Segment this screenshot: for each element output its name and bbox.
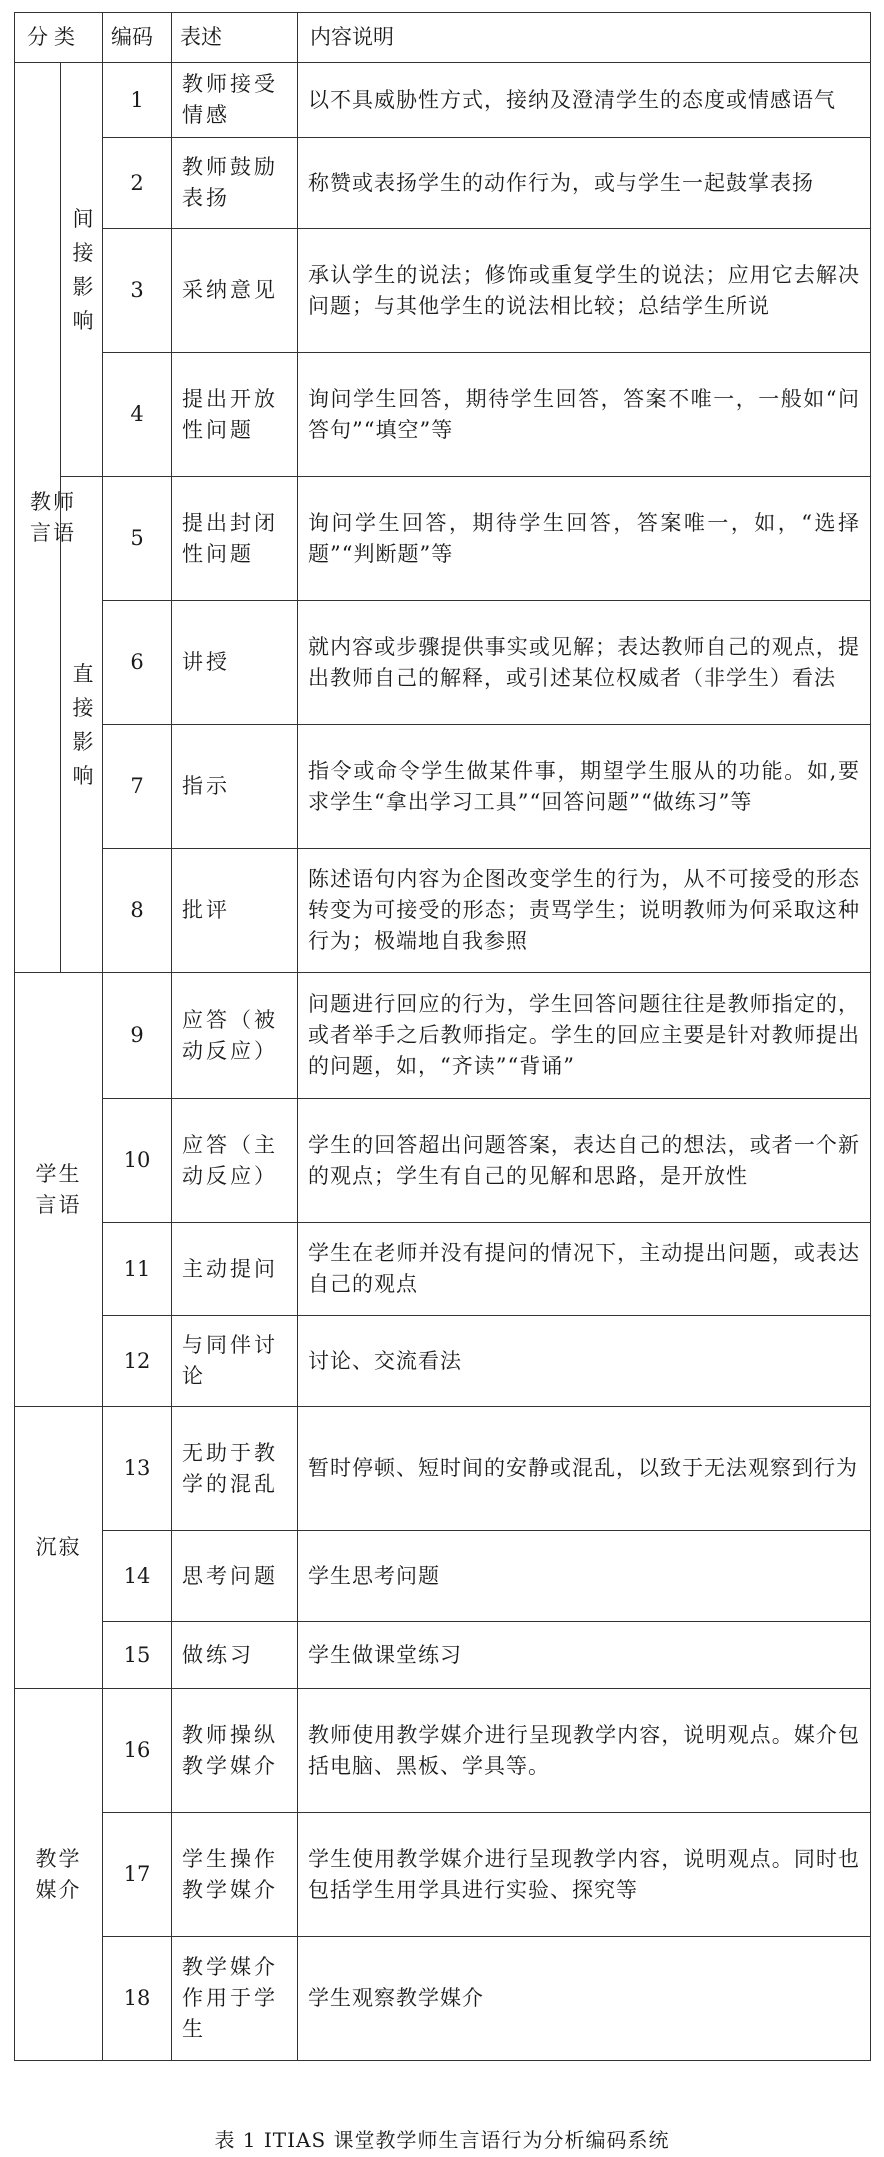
table-row [15,138,871,229]
term-cell: 教师鼓励表扬 [172,138,298,229]
description-cell: 学生使用教学媒介进行呈现教学内容，说明观点。同时也包括学生用学具进行实验、探究等 [298,1813,871,1937]
term-cell: 教学媒介作用于学生 [172,1937,298,2061]
code-cell: 17 [103,1813,172,1937]
table-row [15,353,871,477]
description-cell: 学生思考问题 [298,1531,871,1622]
table-row [15,601,871,725]
group-teacher-speech: 教师言语 [15,63,61,973]
description-cell: 承认学生的说法；修饰或重复学生的说法；应用它去解决问题；与其他学生的说法相比较；总结学生所说 [298,229,871,353]
code-cell: 2 [103,138,172,229]
code-cell: 7 [103,725,172,849]
description-cell: 询问学生回答，期待学生回答，答案唯一，如，“选择题”“判断题”等 [298,477,871,601]
header-code: 编码 [103,13,172,63]
table-row [15,229,871,353]
description-cell: 学生观察教学媒介 [298,1937,871,2061]
term-cell: 思考问题 [172,1531,298,1622]
header-term: 表述 [172,13,298,63]
description-cell: 陈述语句内容为企图改变学生的行为，从不可接受的形态转变为可接受的形态；责骂学生；说明教师为何采取这种行为；极端地自我参照 [298,849,871,973]
description-cell: 指令或命令学生做某件事，期望学生服从的功能。如,要求学生“拿出学习工具”“回答问题”“做练习”等 [298,725,871,849]
description-cell: 以不具威胁性方式，接纳及澄清学生的态度或情感语气 [298,63,871,138]
description-cell: 称赞或表扬学生的动作行为，或与学生一起鼓掌表扬 [298,138,871,229]
description-cell: 学生在老师并没有提问的情况下，主动提出问题，或表达自己的观点 [298,1223,871,1316]
code-cell: 1 [103,63,172,138]
term-cell: 学生操作教学媒介 [172,1813,298,1937]
term-cell: 应答（被动反应） [172,973,298,1099]
table-caption: 表 1 ITIAS 课堂教学师生言语行为分析编码系统 [214,2128,670,2152]
table-row [15,1407,871,1531]
description-cell: 学生的回答超出问题答案，表达自己的想法，或者一个新的观点；学生有自己的见解和思路，是开放性 [298,1099,871,1223]
term-cell: 指示 [172,725,298,849]
term-cell: 主动提问 [172,1223,298,1316]
itias-coding-table [14,12,871,2061]
table-row [15,849,871,973]
term-cell: 无助于教学的混乱 [172,1407,298,1531]
term-cell: 与同伴讨论 [172,1316,298,1407]
term-cell: 教师接受情感 [172,63,298,138]
table-row [15,725,871,849]
term-cell: 做练习 [172,1622,298,1689]
code-cell: 8 [103,849,172,973]
code-cell: 18 [103,1937,172,2061]
term-cell: 批评 [172,849,298,973]
table-row [15,1689,871,1813]
header-description: 内容说明 [298,13,871,63]
term-cell: 采纳意见 [172,229,298,353]
code-cell: 13 [103,1407,172,1531]
table-row [15,1223,871,1316]
group-teaching-media: 教学媒介 [15,1689,103,2061]
group-indirect-influence: 间接影响 [61,63,103,477]
code-cell: 6 [103,601,172,725]
table-row [15,1316,871,1407]
header-category: 分类 [15,13,103,63]
code-cell: 12 [103,1316,172,1407]
table-row [15,1937,871,2061]
description-cell: 询问学生回答，期待学生回答，答案不唯一，一般如“问答句”“填空”等 [298,353,871,477]
table-row [15,973,871,1099]
code-cell: 16 [103,1689,172,1813]
description-cell: 讨论、交流看法 [298,1316,871,1407]
table-row [15,63,871,138]
description-cell: 学生做课堂练习 [298,1622,871,1689]
code-cell: 9 [103,973,172,1099]
table-row [15,1622,871,1689]
code-cell: 10 [103,1099,172,1223]
term-cell: 提出开放性问题 [172,353,298,477]
term-cell: 教师操纵教学媒介 [172,1689,298,1813]
description-cell: 就内容或步骤提供事实或见解；表达教师自己的观点，提出教师自己的解释，或引述某位权威者（非学生）看法 [298,601,871,725]
group-silence: 沉寂 [15,1407,103,1689]
group-direct-influence: 直接影响 [61,477,103,973]
term-cell: 应答（主动反应） [172,1099,298,1223]
table-row [15,1099,871,1223]
term-cell: 讲授 [172,601,298,725]
code-cell: 4 [103,353,172,477]
code-cell: 11 [103,1223,172,1316]
code-cell: 3 [103,229,172,353]
description-cell: 问题进行回应的行为，学生回答问题往往是教师指定的，或者举手之后教师指定。学生的回应主要是针对教师提出的问题，如，“齐读”“背诵” [298,973,871,1099]
group-student-speech: 学生言语 [15,973,103,1407]
code-cell: 5 [103,477,172,601]
code-cell: 14 [103,1531,172,1622]
term-cell: 提出封闭性问题 [172,477,298,601]
code-cell: 15 [103,1622,172,1689]
table-row [15,477,871,601]
description-cell: 暂时停顿、短时间的安静或混乱，以致于无法观察到行为 [298,1407,871,1531]
table-row [15,1531,871,1622]
header-row [15,13,871,63]
table-row [15,1813,871,1937]
description-cell: 教师使用教学媒介进行呈现教学内容，说明观点。媒介包括电脑、黑板、学具等。 [298,1689,871,1813]
